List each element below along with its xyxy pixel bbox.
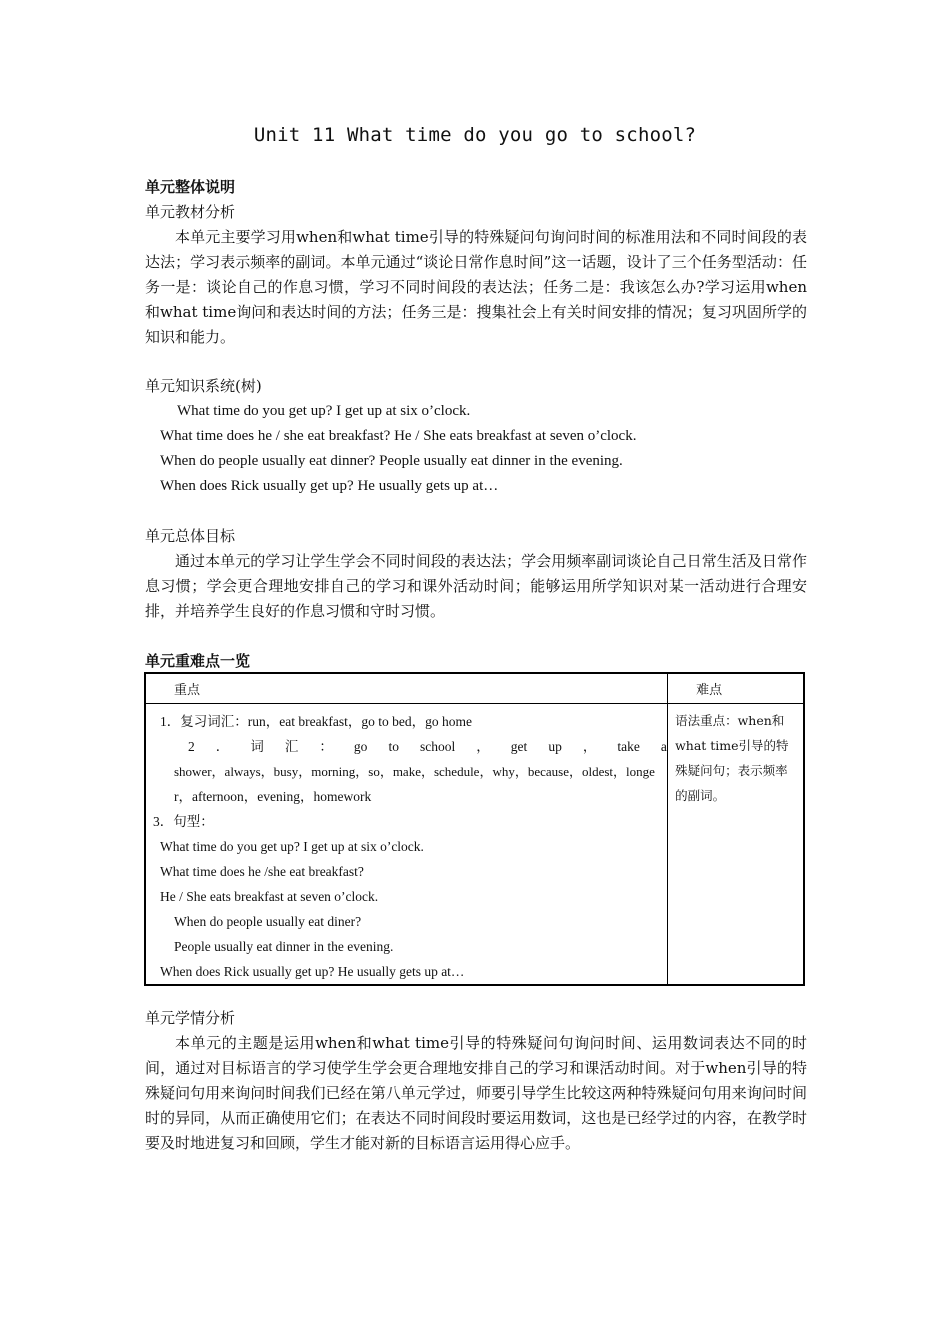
knowledge-line: When does Rick usually get up? He usually gets up at… xyxy=(160,478,499,494)
key-line-pattern: What time do you get up? I get up at six o’clock. xyxy=(160,839,424,854)
material-paragraph: 本单元主要学习用when和what time引导的特殊疑问句询问时间的标准用法和不同时间段的表达法；学习表示频率的副词。本单元通过“谈论日常作息时间”这一话题，设计了三个任务型活动：任务一是：谈论自己的作息习惯，学习不同时间段的表达法；任务二是：我该怎么办?学习运用when和what time询问和表达时间的方法；任务三是：搜集社会上有关时间安排的情况；复习巩固所学的知识和能力。 xyxy=(145,228,807,346)
vocab-token: to xyxy=(388,739,399,754)
key-line-pattern: People usually eat dinner in the evening. xyxy=(174,939,394,954)
table-header-row xyxy=(145,673,804,704)
overview-heading: 单元整体说明 xyxy=(145,178,236,196)
vocab-token: 词 xyxy=(250,739,264,754)
analysis-paragraph: 本单元的主题是运用when和what time引导的特殊疑问句询问时间、运用数词表达不同的时间，通过对目标语言的学习使学生学会更合理地安排自己的学习和课活动时间。对于when引导的特殊疑问句用来询问时间我们已经在第八单元学过，师要引导学生比较这两种特殊疑问句用来询问时间时的异同，从而正确使用它们；在表达不同时间段时要运用数词，这也是已经学过的内容，在教学时要及时地进复习和回顾，学生才能对新的目标语言运用得心应手。 xyxy=(145,1034,807,1152)
vocab-token: a xyxy=(660,739,667,754)
knowledge-heading: 单元知识系统(树) xyxy=(145,377,262,395)
vocab-token: get xyxy=(510,739,528,754)
vocab-token: go xyxy=(353,739,368,754)
key-line-vocab xyxy=(146,734,667,759)
table-body-row xyxy=(145,704,804,986)
keypoints-heading: 单元重难点一览 xyxy=(145,652,251,670)
key-line-vocab-cont: shower，always，busy，morning，so，make，schedule，why，because，oldest，longe xyxy=(174,764,655,779)
header-key: 重点 xyxy=(145,673,668,704)
vocab-token: school xyxy=(419,739,456,754)
keypoints-table xyxy=(144,672,805,986)
header-difficult: 难点 xyxy=(668,673,804,704)
vocab-token: up xyxy=(548,739,562,754)
key-line-review-vocab: 1．复习词汇：run，eat breakfast，go to bed，go home xyxy=(160,714,472,729)
difficult-points-cell: 语法重点：when和what time引导的特殊疑问句；表示频率的副词。 xyxy=(668,704,804,986)
vocab-token: ， xyxy=(582,739,597,754)
vocab-token: ， xyxy=(476,739,490,754)
analysis-heading: 单元学情分析 xyxy=(145,1009,236,1027)
material-heading: 单元教材分析 xyxy=(145,203,236,221)
knowledge-line: What time do you get up? I get up at six o’clock. xyxy=(177,403,471,419)
key-line-pattern: When does Rick usually get up? He usually gets up at… xyxy=(160,964,465,979)
goal-heading: 单元总体目标 xyxy=(145,527,236,545)
key-points-cell xyxy=(145,704,668,986)
goal-paragraph: 通过本单元的学习让学生学会不同时间段的表达法；学会用频率副词谈论自己日常生活及日常作息习惯；学会更合理地安排自己的学习和课外活动时间；能够运用所学知识对某一活动进行合理安排，并培养学生良好的作息习惯和守时习惯。 xyxy=(145,552,807,620)
vocab-token: ． xyxy=(215,739,230,754)
key-line-pattern: What time does he /she eat breakfast? xyxy=(160,864,364,879)
key-line-pattern: He / She eats breakfast at seven o’clock. xyxy=(160,889,379,904)
key-line-vocab-cont: r，afternoon，evening，homework xyxy=(174,789,372,804)
key-line-pattern: When do people usually eat diner? xyxy=(174,914,362,929)
vocab-token: 汇 xyxy=(284,739,299,754)
key-line-patterns-label: 3．句型： xyxy=(153,814,214,829)
knowledge-line: When do people usually eat dinner? People usually eat dinner in the evening. xyxy=(160,453,623,469)
vocab-token: ： xyxy=(319,739,333,754)
vocab-token: 2 xyxy=(188,739,195,754)
knowledge-line: What time does he / she eat breakfast? He / She eats breakfast at seven o’clock. xyxy=(160,428,637,444)
page-title: Unit 11 What time do you go to school? xyxy=(253,124,697,146)
vocab-token: take xyxy=(617,739,640,754)
